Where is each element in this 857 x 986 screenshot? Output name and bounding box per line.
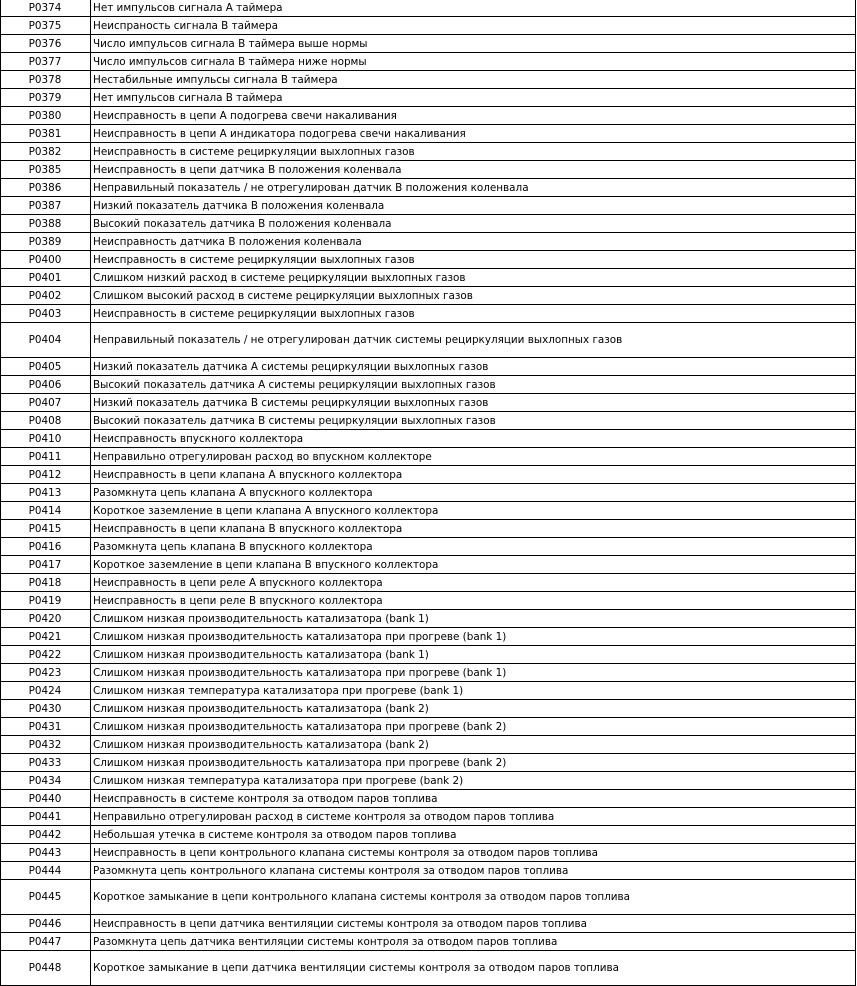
table-row: [1, 933, 856, 951]
error-code-cell: P0401: [1, 269, 91, 287]
error-description-cell: Неправильный показатель / не отрегулирован датчик системы рециркуляции выхлопных газов: [91, 323, 856, 358]
table-row: [1, 951, 856, 986]
error-description-cell: Неиспраность сигнала В таймера: [91, 17, 856, 35]
error-code-cell: P0422: [1, 646, 91, 664]
error-description-cell: Разомкнута цепь контрольного клапана системы контроля за отводом паров топлива: [91, 862, 856, 880]
error-code-cell: P0380: [1, 107, 91, 125]
table-row: [1, 179, 856, 197]
table-row: [1, 610, 856, 628]
error-code-cell: P0405: [1, 358, 91, 376]
error-description-cell: Разомкнута цепь клапана В впускного коллектора: [91, 538, 856, 556]
error-code-cell: P0378: [1, 71, 91, 89]
error-description-cell: Небольшая утечка в системе контроля за отводом паров топлива: [91, 826, 856, 844]
error-code-cell: P0374: [1, 0, 91, 17]
error-description-cell: Неисправность в системе рециркуляции выхлопных газов: [91, 143, 856, 161]
error-description-cell: Разомкнута цепь клапана А впускного коллектора: [91, 484, 856, 502]
error-description-cell: Неисправность в системе контроля за отводом паров топлива: [91, 790, 856, 808]
error-code-cell: P0430: [1, 700, 91, 718]
error-code-cell: P0420: [1, 610, 91, 628]
table-row: [1, 412, 856, 430]
error-code-cell: P0446: [1, 915, 91, 933]
error-description-cell: Нет импульсов сигнала А таймера: [91, 0, 856, 17]
table-row: [1, 880, 856, 915]
table-row: [1, 143, 856, 161]
error-code-cell: P0412: [1, 466, 91, 484]
table-row: [1, 197, 856, 215]
error-description-cell: Короткое замыкание в цепи датчика вентиляции системы контроля за отводом паров топлива: [91, 951, 856, 986]
table-row: [1, 215, 856, 233]
error-code-cell: P0404: [1, 323, 91, 358]
error-description-cell: Слишком низкая производительность катализатора при прогреве (bank 1): [91, 664, 856, 682]
error-code-cell: P0433: [1, 754, 91, 772]
table-row: [1, 0, 856, 17]
table-row: [1, 107, 856, 125]
error-description-cell: Короткое заземление в цепи клапана В впускного коллектора: [91, 556, 856, 574]
error-code-cell: P0407: [1, 394, 91, 412]
table-row: [1, 556, 856, 574]
error-description-cell: Короткое заземление в цепи клапана А впускного коллектора: [91, 502, 856, 520]
error-code-cell: P0415: [1, 520, 91, 538]
error-description-cell: Неисправность в цепи клапана А впускного коллектора: [91, 466, 856, 484]
table-row: [1, 448, 856, 466]
table-row: [1, 502, 856, 520]
table-row: [1, 700, 856, 718]
error-code-cell: P0408: [1, 412, 91, 430]
error-description-cell: Слишком низкая температура катализатора при прогреве (bank 1): [91, 682, 856, 700]
table-row: [1, 466, 856, 484]
error-description-cell: Слишком низкая производительность катализатора (bank 2): [91, 700, 856, 718]
table-row: [1, 664, 856, 682]
error-codes-table-body: [1, 0, 856, 986]
error-code-cell: P0444: [1, 862, 91, 880]
table-row: [1, 35, 856, 53]
error-code-cell: P0440: [1, 790, 91, 808]
table-row: [1, 772, 856, 790]
error-code-cell: P0418: [1, 574, 91, 592]
table-row: [1, 718, 856, 736]
table-row: [1, 808, 856, 826]
table-row: [1, 161, 856, 179]
error-code-cell: P0386: [1, 179, 91, 197]
error-description-cell: Неисправность в цепи клапана В впускного коллектора: [91, 520, 856, 538]
table-row: [1, 628, 856, 646]
error-code-cell: P0387: [1, 197, 91, 215]
table-row: [1, 358, 856, 376]
error-description-cell: Слишком низкий расход в системе рециркуляции выхлопных газов: [91, 269, 856, 287]
error-code-cell: P0416: [1, 538, 91, 556]
table-row: [1, 269, 856, 287]
error-code-cell: P0445: [1, 880, 91, 915]
table-row: [1, 251, 856, 269]
error-code-cell: P0406: [1, 376, 91, 394]
error-code-cell: P0447: [1, 933, 91, 951]
error-code-cell: P0441: [1, 808, 91, 826]
table-row: [1, 484, 856, 502]
table-row: [1, 790, 856, 808]
error-description-cell: Неисправность в цепи реле А впускного коллектора: [91, 574, 856, 592]
error-code-cell: P0375: [1, 17, 91, 35]
error-description-cell: Высокий показатель датчика В системы рециркуляции выхлопных газов: [91, 412, 856, 430]
table-row: [1, 125, 856, 143]
table-row: [1, 520, 856, 538]
error-code-cell: P0423: [1, 664, 91, 682]
error-code-cell: P0389: [1, 233, 91, 251]
table-row: [1, 17, 856, 35]
error-code-cell: P0388: [1, 215, 91, 233]
table-row: [1, 376, 856, 394]
error-code-cell: P0443: [1, 844, 91, 862]
error-code-cell: P0424: [1, 682, 91, 700]
error-code-cell: P0417: [1, 556, 91, 574]
error-code-cell: P0400: [1, 251, 91, 269]
error-description-cell: Слишком низкая производительность катализатора (bank 1): [91, 610, 856, 628]
table-row: [1, 646, 856, 664]
table-row: [1, 71, 856, 89]
table-row: [1, 682, 856, 700]
error-code-cell: P0377: [1, 53, 91, 71]
error-description-cell: Неправильно отрегулирован расход в системе контроля за отводом паров топлива: [91, 808, 856, 826]
table-row: [1, 323, 856, 358]
table-row: [1, 233, 856, 251]
table-row: [1, 844, 856, 862]
error-description-cell: Высокий показатель датчика А системы рециркуляции выхлопных газов: [91, 376, 856, 394]
error-description-cell: Неисправность в цепи А подогрева свечи накаливания: [91, 107, 856, 125]
error-code-cell: P0382: [1, 143, 91, 161]
error-description-cell: Нестабильные импульсы сигнала В таймера: [91, 71, 856, 89]
table-row: [1, 736, 856, 754]
table-row: [1, 592, 856, 610]
table-row: [1, 89, 856, 107]
table-row: [1, 915, 856, 933]
table-row: [1, 826, 856, 844]
error-code-cell: P0376: [1, 35, 91, 53]
error-description-cell: Слишком низкая производительность катализатора при прогреве (bank 1): [91, 628, 856, 646]
error-description-cell: Высокий показатель датчика В положения коленвала: [91, 215, 856, 233]
table-row: [1, 305, 856, 323]
error-description-cell: Неисправность в цепи реле В впускного коллектора: [91, 592, 856, 610]
error-code-cell: P0448: [1, 951, 91, 986]
error-code-cell: P0434: [1, 772, 91, 790]
error-description-cell: Неисправность в цепи А индикатора подогрева свечи накаливания: [91, 125, 856, 143]
error-description-cell: Неисправность в системе рециркуляции выхлопных газов: [91, 305, 856, 323]
error-description-cell: Неисправность в цепи контрольного клапана системы контроля за отводом паров топлива: [91, 844, 856, 862]
error-description-cell: Слишком низкая производительность катализатора (bank 1): [91, 646, 856, 664]
table-row: [1, 538, 856, 556]
error-description-cell: Слишком низкая производительность катализатора при прогреве (bank 2): [91, 718, 856, 736]
error-description-cell: Слишком низкая температура катализатора при прогреве (bank 2): [91, 772, 856, 790]
error-description-cell: Неисправность в цепи датчика В положения коленвала: [91, 161, 856, 179]
table-row: [1, 394, 856, 412]
error-code-cell: P0421: [1, 628, 91, 646]
error-description-cell: Неправильный показатель / не отрегулирован датчик В положения коленвала: [91, 179, 856, 197]
error-code-cell: P0379: [1, 89, 91, 107]
error-description-cell: Разомкнута цепь датчика вентиляции системы контроля за отводом паров топлива: [91, 933, 856, 951]
error-description-cell: Неисправность впускного коллектора: [91, 430, 856, 448]
error-code-cell: P0432: [1, 736, 91, 754]
error-code-cell: P0410: [1, 430, 91, 448]
error-description-cell: Неисправность в цепи датчика вентиляции системы контроля за отводом паров топлива: [91, 915, 856, 933]
error-description-cell: Слишком низкая производительность катализатора (bank 2): [91, 736, 856, 754]
error-code-cell: P0442: [1, 826, 91, 844]
error-description-cell: Низкий показатель датчика В положения коленвала: [91, 197, 856, 215]
table-row: [1, 430, 856, 448]
error-description-cell: Число импульсов сигнала В таймера выше нормы: [91, 35, 856, 53]
error-description-cell: Короткое замыкание в цепи контрольного клапана системы контроля за отводом паров топлива: [91, 880, 856, 915]
error-description-cell: Неисправность датчика В положения коленвала: [91, 233, 856, 251]
error-code-cell: P0413: [1, 484, 91, 502]
error-description-cell: Низкий показатель датчика В системы рециркуляции выхлопных газов: [91, 394, 856, 412]
error-description-cell: Низкий показатель датчика А системы рециркуляции выхлопных газов: [91, 358, 856, 376]
error-code-cell: P0402: [1, 287, 91, 305]
error-description-cell: Слишком низкая производительность катализатора при прогреве (bank 2): [91, 754, 856, 772]
error-code-cell: P0385: [1, 161, 91, 179]
table-row: [1, 287, 856, 305]
error-description-cell: Неправильно отрегулирован расход во впускном коллекторе: [91, 448, 856, 466]
error-code-cell: P0414: [1, 502, 91, 520]
table-row: [1, 862, 856, 880]
error-code-cell: P0431: [1, 718, 91, 736]
error-description-cell: Нет импульсов сигнала В таймера: [91, 89, 856, 107]
error-code-cell: P0403: [1, 305, 91, 323]
error-code-cell: P0411: [1, 448, 91, 466]
error-code-cell: P0419: [1, 592, 91, 610]
error-description-cell: Неисправность в системе рециркуляции выхлопных газов: [91, 251, 856, 269]
table-row: [1, 53, 856, 71]
table-row: [1, 574, 856, 592]
table-row: [1, 754, 856, 772]
error-description-cell: Слишком высокий расход в системе рециркуляции выхлопных газов: [91, 287, 856, 305]
error-description-cell: Число импульсов сигнала В таймера ниже нормы: [91, 53, 856, 71]
error-code-cell: P0381: [1, 125, 91, 143]
